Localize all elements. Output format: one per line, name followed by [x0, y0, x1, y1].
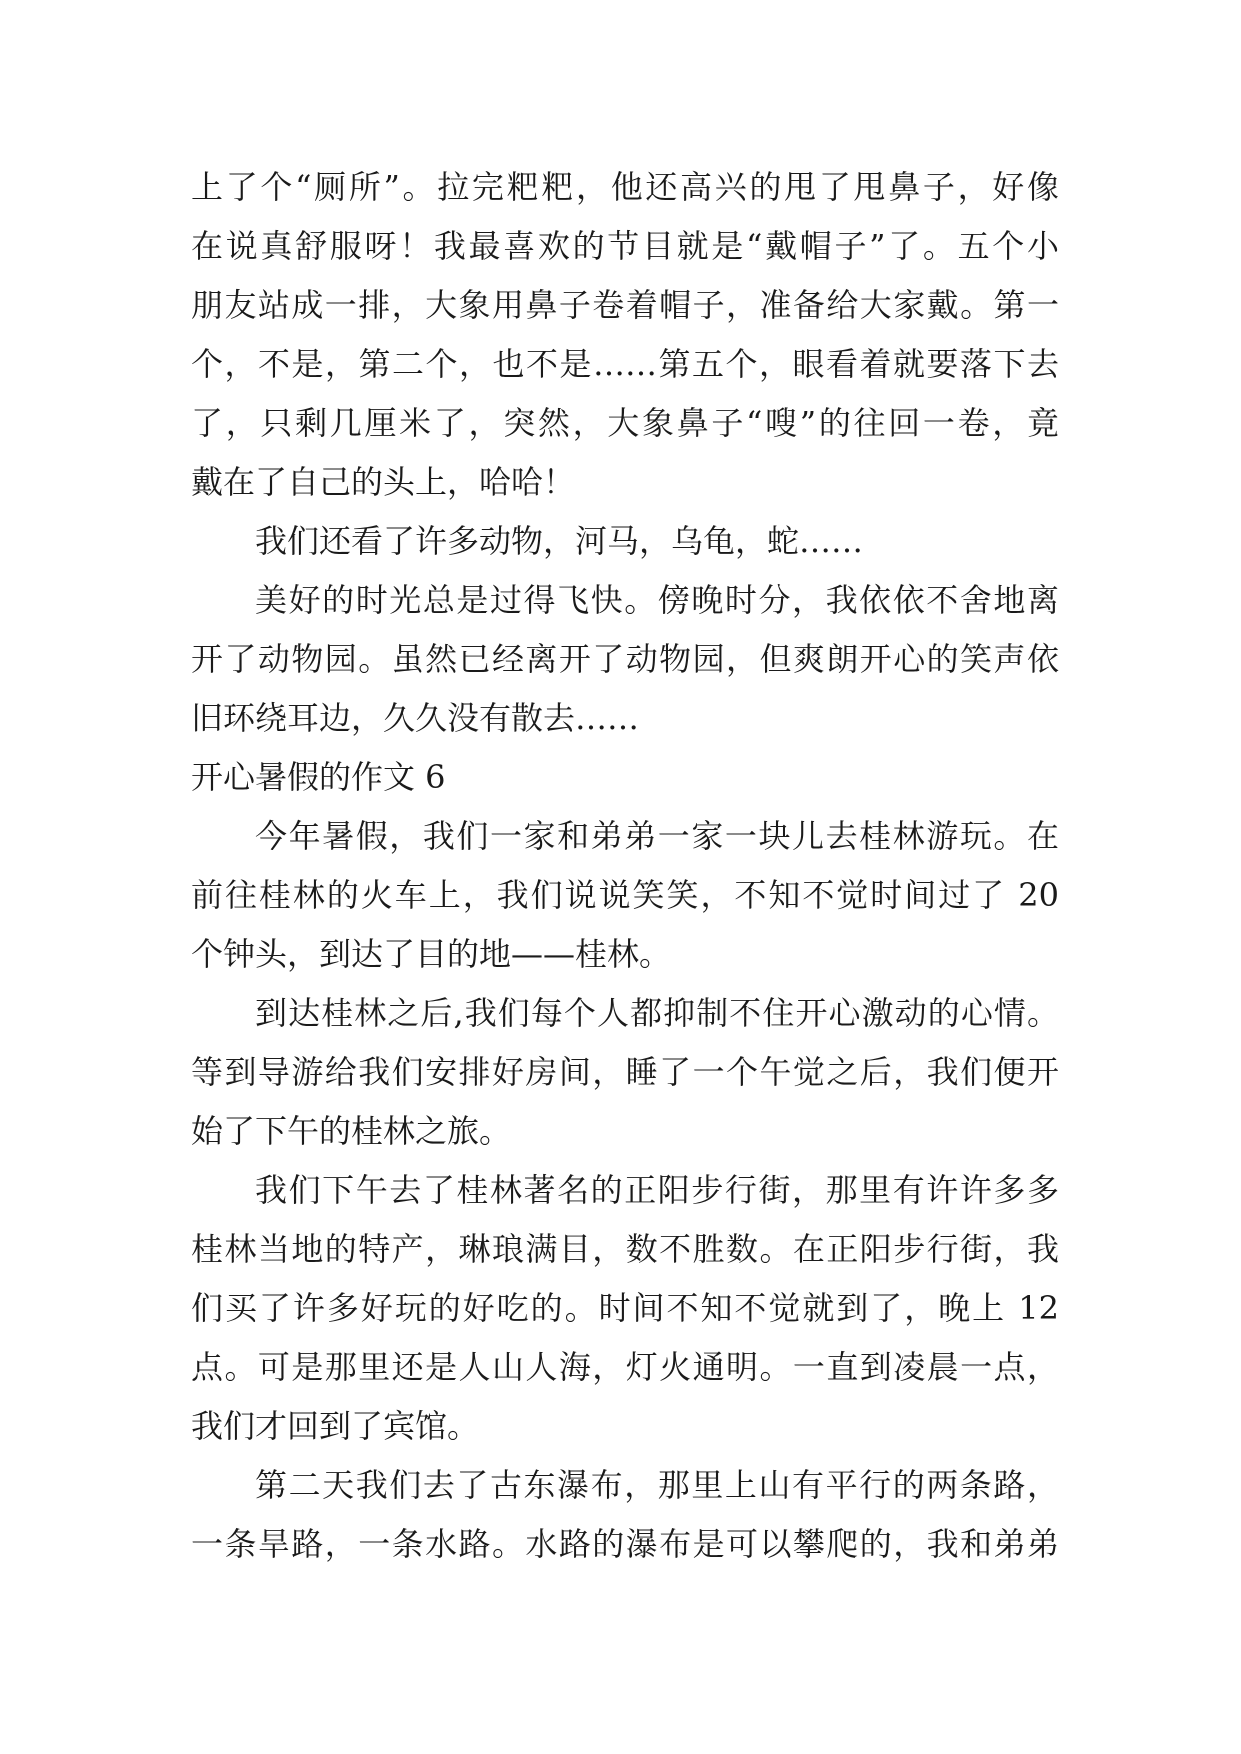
- text-line: 个钟头，到达了目的地——桂林。: [191, 935, 672, 973]
- text-line: 在说真舒服呀！我最喜欢的节目就是“戴帽子”了。五个小: [191, 227, 1059, 265]
- text-line: 朋友站成一排，大象用鼻子卷着帽子，准备给大家戴。第一: [191, 286, 1059, 324]
- text-line: 点。可是那里还是人山人海，灯火通明。一直到凌晨一点，: [191, 1348, 1059, 1386]
- text-line: 上了个“厕所”。拉完粑粑，他还高兴的甩了甩鼻子，好像: [191, 168, 1059, 206]
- paragraph-first-line: 我们下午去了桂林著名的正阳步行街，那里有许许多多: [255, 1171, 1059, 1209]
- text-line: 等到导游给我们安排好房间，睡了一个午觉之后，我们便开: [191, 1053, 1059, 1091]
- paragraph-first-line: 我们还看了许多动物，河马，乌龟，蛇……: [255, 522, 864, 560]
- paragraph-first-line: 第二天我们去了古东瀑布，那里上山有平行的两条路，: [255, 1466, 1059, 1504]
- text-line: 戴在了自己的头上，哈哈！: [191, 463, 576, 501]
- document-page: [191, 158, 1059, 1574]
- section-heading: 开心暑假的作文 6: [191, 758, 446, 796]
- text-line: 桂林当地的特产，琳琅满目，数不胜数。在正阳步行街，我: [191, 1230, 1059, 1268]
- text-line: 一条旱路，一条水路。水路的瀑布是可以攀爬的，我和弟弟: [191, 1525, 1059, 1563]
- paragraph-first-line: 到达桂林之后,我们每个人都抑制不住开心激动的心情。: [255, 994, 1059, 1032]
- text-line: 始了下午的桂林之旅。: [191, 1112, 512, 1150]
- text-line: 开了动物园。虽然已经离开了动物园，但爽朗开心的笑声依: [191, 640, 1059, 678]
- text-line: 旧环绕耳边，久久没有散去……: [191, 699, 640, 737]
- paragraph-first-line: 今年暑假，我们一家和弟弟一家一块儿去桂林游玩。在: [255, 817, 1059, 855]
- text-line: 们买了许多好玩的好吃的。时间不知不觉就到了，晚上 12: [191, 1289, 1059, 1327]
- paragraph-first-line: 美好的时光总是过得飞快。傍晚时分，我依依不舍地离: [255, 581, 1059, 619]
- text-line: 了，只剩几厘米了，突然，大象鼻子“嗖”的往回一卷，竟: [191, 404, 1059, 442]
- text-line: 我们才回到了宾馆。: [191, 1407, 480, 1445]
- text-line: 前往桂林的火车上，我们说说笑笑，不知不觉时间过了 20: [191, 876, 1059, 914]
- text-line: 个，不是，第二个，也不是……第五个，眼看着就要落下去: [191, 345, 1059, 383]
